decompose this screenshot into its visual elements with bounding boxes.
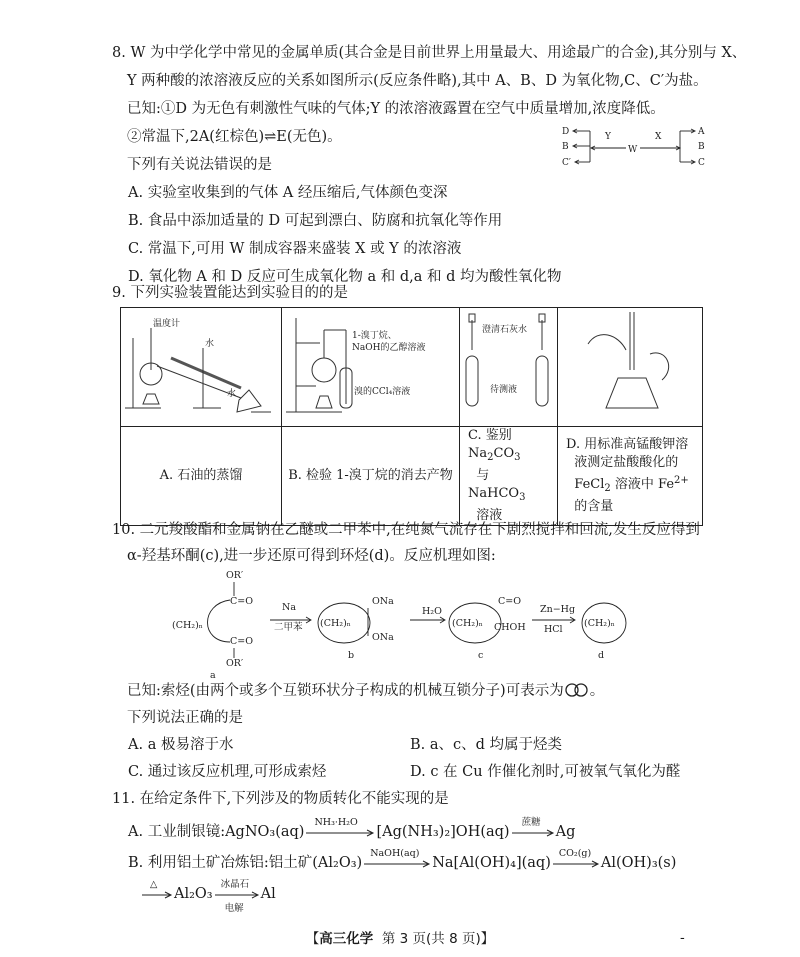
q10-ask: 下列说法正确的是 [127,710,243,726]
page-footer: 【高三化学 第 3 页(共 8 页)】 [305,931,495,947]
caption-b: B. 检验 1-溴丁烷的消去产物 [282,427,460,526]
scheme-ona-top: ONa [372,596,394,607]
scheme-label-a: a [210,670,216,680]
q8-stem-line2: Y 两种酸的浓溶液反应的关系如图所示(反应条件略),其中 A、B、D 为氧化物,C、C′为盐。 [127,73,708,89]
caption-c: C. 鉴别 $Na_2CO_3$ 与 NaHCO$_3$ 溶液 [460,427,558,526]
q10-known: 已知:索烃(由两个或多个互锁环状分子构成的机械互锁分子)可表示为 。 [127,683,605,699]
diagram-left-b: B [562,142,569,152]
diagram-left-c-prime: C′ [562,158,571,168]
diagram-w: W [628,145,638,155]
arrow-heat: △ [140,887,174,901]
q11-option-b: B. 利用铝土矿冶炼铝:铝土矿(Al₂O₃) NaOH(aq) Na[Al(OH)₄](aq) CO₂(g) Al(OH)₃(s) [128,848,677,871]
scheme-ch2n-b: (CH₂)ₙ [320,618,351,629]
q10-stem-line2: α-羟基环酮(c),进一步还原可得到环烃(d)。反应机理如图: [127,548,496,564]
scheme-ch2n-a: (CH₂)ₙ [172,620,203,631]
scheme-znhg: Zn−Hg [540,604,576,615]
q11-option-b-cont: △ Al₂O₃ 冰晶石 电解 Al [140,884,276,904]
apparatus-c-cell [460,308,558,427]
scheme-label-c: c [478,650,484,661]
q10-option-c: C. 通过该反应机理,可形成索烃 [128,764,327,780]
scheme-or-bottom: OR′ [226,658,244,669]
q8-option-b: B. 食品中添加适量的 D 可起到漂白、防腐和抗氧化等作用 [128,213,503,229]
label-limewater: 澄清石灰水 [482,325,528,335]
q11-option-a: A. 工业制银镜:AgNO₃(aq) NH₃·H₂O [Ag(NH₃)₂]OH(aq) 蔗糖 Ag [128,817,576,840]
diagram-right-c: C [698,158,705,168]
distillation-apparatus-figure [121,308,281,422]
catenane-icon [564,683,590,697]
q10-option-d: D. c 在 Cu 作催化剂时,可被氧气氧化为醛 [410,764,681,780]
q8-known-1: 已知:①D 为无色有刺激性气味的气体;Y 的浓溶液露置在空气中质量增加,浓度降低。 [127,101,665,117]
q10-reaction-scheme [170,568,630,680]
arrow-nh3: NH₃·H₂O [304,825,376,839]
q8-relation-diagram [560,125,710,170]
q10-stem-line1: 10. 二元羧酸酯和金属钠在乙醚或二甲苯中,在纯氮气流存在下剧烈搅拌和回流,发生反应得到 [112,522,700,538]
arrow-sucrose: 蔗糖 [510,825,556,839]
scheme-or-top: OR′ [226,570,244,581]
scheme-choh: CHOH [494,622,526,633]
q10-option-b: B. a、c、d 均属于烃类 [410,737,563,753]
diagram-left-d: D [562,127,570,137]
q8-option-c: C. 常温下,可用 W 制成容器来盛装 X 或 Y 的浓溶液 [128,241,462,257]
diagram-right-b: B [698,142,705,152]
label-water-out: 水 [227,389,237,399]
scheme-h2o: H₂O [422,606,442,617]
arrow-electrolysis: 冰晶石 电解 [213,887,261,901]
apparatus-d-cell [558,308,703,427]
arrow-naoh: NaOH(aq) [362,856,432,870]
q9-apparatus-table [120,307,703,526]
scheme-na: Na [282,602,296,613]
apparatus-a-cell [121,308,282,427]
label-ccl4: 溴的CCl₄溶液 [354,387,411,397]
q8-option-d: D. 氧化物 A 和 D 反应可生成氧化物 a 和 d,a 和 d 均为酸性氧化物 [128,269,562,285]
scheme-label-d: d [598,650,605,661]
label-reagent-1: 1-溴丁烷、 [352,331,397,341]
label-test-solution: 待测液 [490,385,518,395]
q8-ask: 下列有关说法错误的是 [127,157,272,173]
scheme-co-bottom: C=O [230,636,254,647]
arrow-co2: CO₂(g) [551,856,601,870]
scheme-co-top: C=O [230,596,254,607]
footer-dash: - [680,930,685,946]
footer-subject: 高三化学 [319,931,374,947]
q10-option-a: A. a 极易溶于水 [128,737,234,753]
q9-stem: 9. 下列实验装置能达到实验目的的是 [112,285,348,301]
label-reagent-2: NaOH的乙醇溶液 [352,343,426,353]
scheme-co-c: C=O [498,596,522,607]
q8-stem-line1: 8. W 为中学化学中常见的金属单质(其合金是目前世界上用量最大、用途最广的合金),其分别与 X、 [112,45,747,61]
label-water-in: 水 [205,339,215,349]
q8-option-a: A. 实验室收集到的气体 A 经压缩后,气体颜色变深 [128,185,448,201]
caption-d: D. 用标准高锰酸钾溶 液测定盐酸酸化的 FeCl$_2$ 溶液中 $Fe^{2+}$ 的含量 [558,427,703,526]
apparatus-b-cell [282,308,460,427]
diagram-x: X [655,132,662,142]
q11-stem: 11. 在给定条件下,下列涉及的物质转化不能实现的是 [112,791,449,807]
diagram-right-a: A [698,127,705,137]
footer-page-number: 第 3 页(共 8 页) [381,931,481,947]
label-thermometer: 温度计 [153,319,181,329]
scheme-ona-bottom: ONa [372,632,394,643]
test-tube-figure [460,308,557,422]
scheme-label-b: b [348,650,355,661]
scheme-ch2n-d: (CH₂)ₙ [584,618,615,629]
q8-known-2: ②常温下,2A(红棕色)⇌E(无色)。 [127,129,342,145]
scheme-ch2n-c: (CH₂)ₙ [452,618,483,629]
scheme-xylene: 二甲苯 [274,622,303,633]
titration-figure [558,308,702,422]
elimination-test-figure [282,308,459,422]
scheme-hcl: HCl [544,624,563,635]
caption-a: A. 石油的蒸馏 [121,427,282,526]
diagram-y: Y [605,132,611,142]
